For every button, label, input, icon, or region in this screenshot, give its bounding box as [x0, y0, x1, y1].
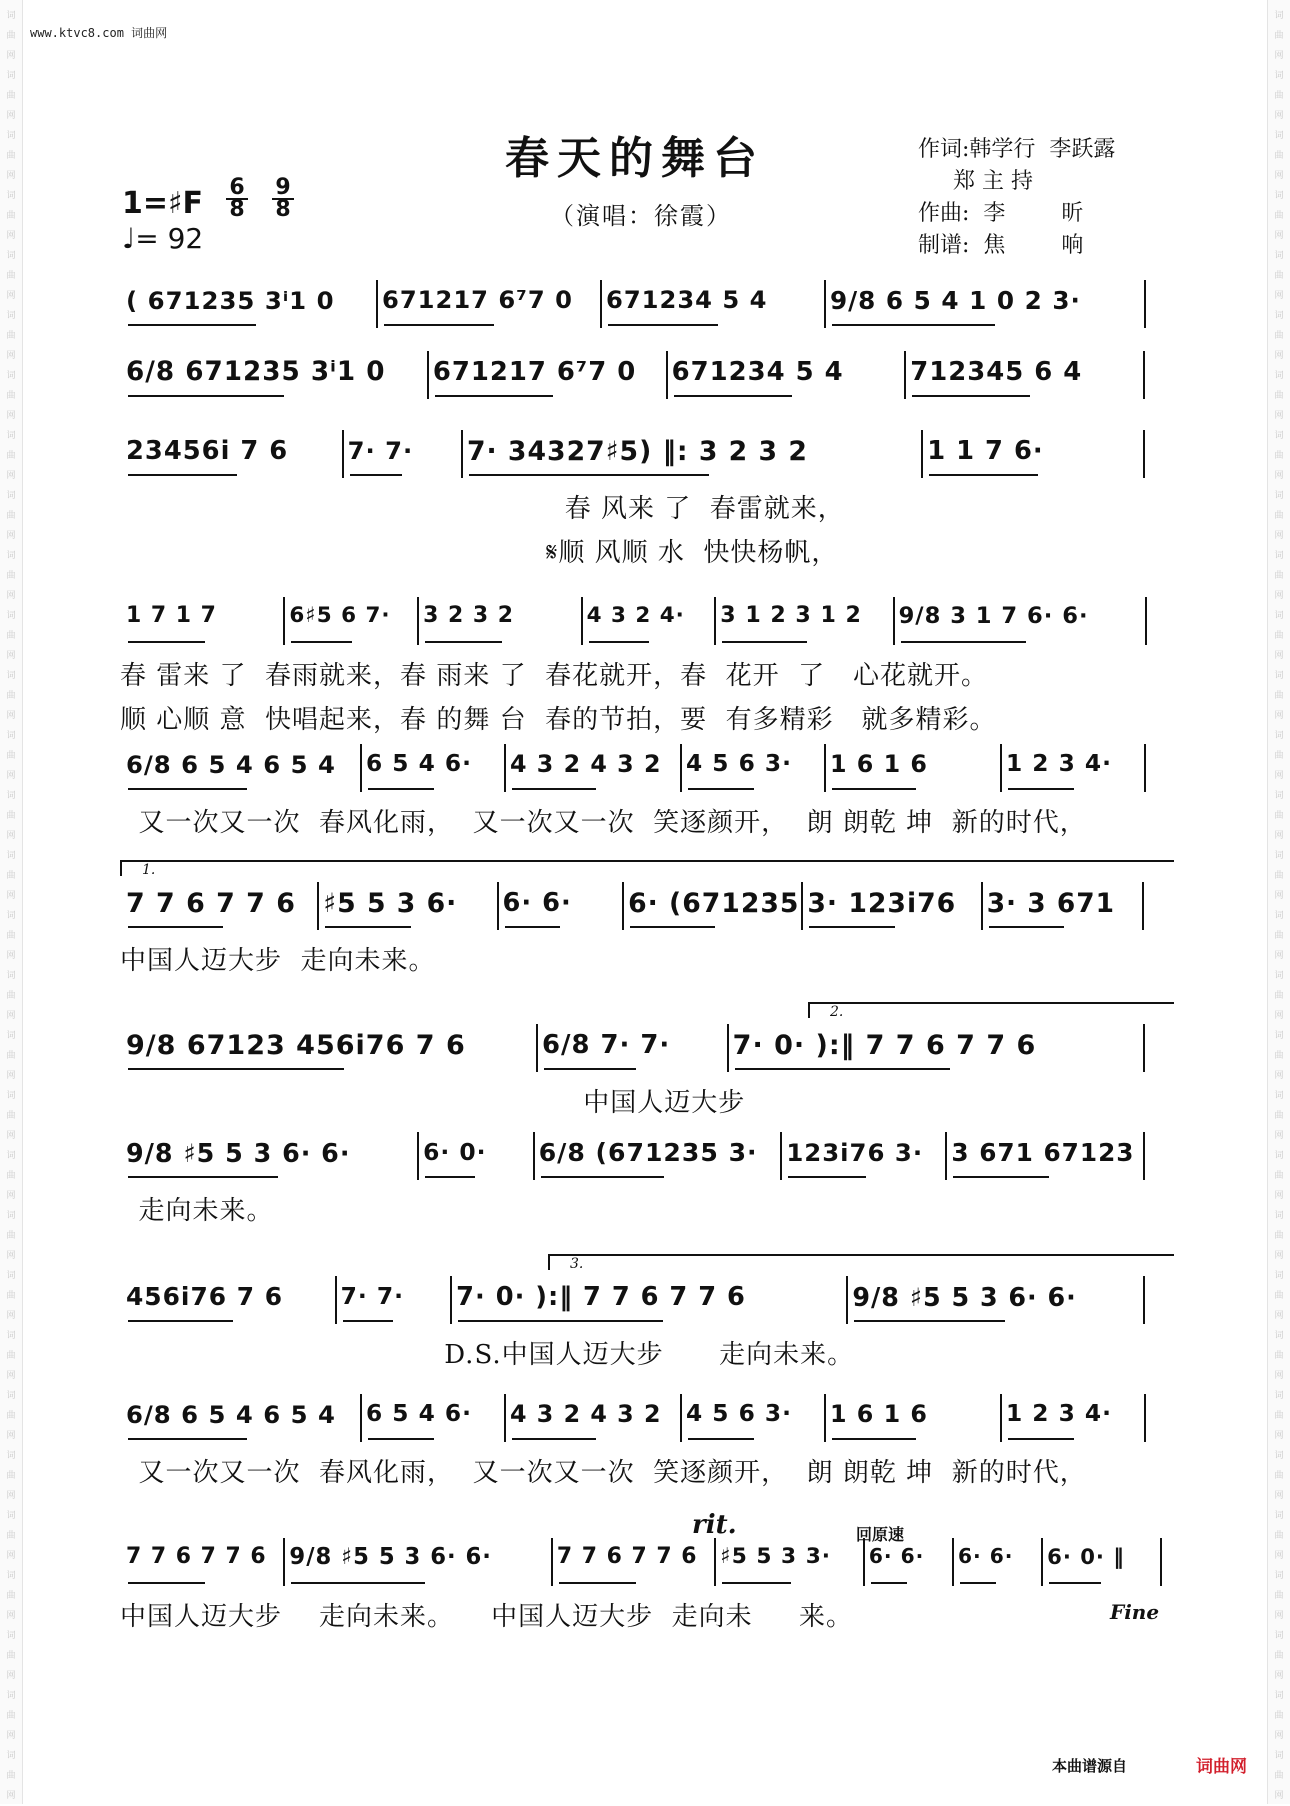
beam-underline [960, 1582, 996, 1584]
notation-line [120, 750, 1172, 794]
beam-underline [128, 1438, 247, 1440]
bar-line [1000, 1394, 1002, 1442]
footer-source-text: 本曲谱源自 [1052, 1757, 1128, 1775]
lyric-line: 𝄋顺 风顺 水 快快杨帆， [120, 538, 839, 568]
notation-line [120, 1138, 1172, 1182]
beam-underline [128, 395, 284, 397]
measure: 6/8 671235 3ⁱ1 0 [126, 357, 386, 387]
lyric-line: D.S.中国人迈大步 走向未来。 [120, 1340, 855, 1370]
bar-line [824, 744, 826, 792]
beam-underline [953, 1176, 1049, 1178]
bar-line [981, 882, 983, 930]
measure: 4 3 2 4 3 2 [510, 1400, 662, 1428]
measure: 9/8 3 1 7 6· 6· [898, 603, 1089, 629]
measure: ♯5 5 3 3· [720, 1544, 832, 1569]
bar-line [1000, 744, 1002, 792]
left-watermark-text: 词 曲 网 词 曲 网 词 曲 网 词 曲 网 词 曲 网 词 曲 网 词 曲 网 词 曲 网 词 曲 网 词 曲 网 词 曲 网 词 曲 网 词 曲 网 词 曲 网 词 曲 网 词 曲 网 词 曲 网 词 曲 网 词 曲 网 词 曲 网 词 曲 网 词 曲 网 词 曲 网 词 曲 网 词 曲 网 词 曲 网 词 曲 网 词 曲 网 词 曲 网 词 曲 网 [6, 11, 16, 1801]
measure: 23456i 7 6 [126, 436, 289, 466]
measure: 671217 6⁷7 0 [432, 357, 637, 387]
measure: 9/8 ♯5 5 3 6· 6· [852, 1282, 1077, 1312]
bar-line [551, 1538, 553, 1586]
bar-line [1144, 744, 1146, 792]
beam-underline [128, 1320, 233, 1322]
beam-underline [809, 926, 894, 928]
measure: 7· 7· [347, 436, 414, 465]
bar-line [581, 597, 583, 645]
volta-bracket [120, 860, 1174, 876]
measure: ( 671235 3ⁱ1 0 [126, 286, 335, 315]
bar-line [904, 351, 906, 399]
measure: 7 7 6 7 7 6 [556, 1544, 698, 1569]
notation-line [120, 1282, 1172, 1326]
bar-line [952, 1538, 954, 1586]
measure: 7 7 6 7 7 6 [126, 888, 296, 919]
lyric-line: 顺 心顺 意 快唱起来，春 的舞 台 春的节拍，要 有多精彩 就多精彩。 [120, 705, 997, 735]
bar-line [1143, 351, 1145, 399]
measure: 4 3 2 4· [586, 603, 685, 628]
bar-line [417, 597, 419, 645]
notation-line [120, 436, 1172, 480]
bar-line [1142, 882, 1144, 930]
beam-underline [854, 1320, 1004, 1322]
measure: 7· 34327♯5) ‖: 3 2 3 2 [466, 436, 808, 467]
measure: 4 5 6 3· [686, 750, 792, 777]
beam-underline [735, 1068, 951, 1070]
measure: 1 6 1 6 [830, 1400, 928, 1428]
measure: 1 2 3 4· [1006, 750, 1112, 777]
lyric-line: 中国人迈大步 走向未来。 [120, 946, 436, 976]
measure: 6/8 6 5 4 6 5 4 [126, 750, 336, 779]
beam-underline [128, 788, 247, 790]
beam-underline [128, 926, 223, 928]
measure: 7· 0· ):‖ 7 7 6 7 7 6 [456, 1282, 746, 1312]
bar-line [622, 882, 624, 930]
beam-underline [1008, 788, 1074, 790]
beam-underline [832, 788, 916, 790]
a-tempo-mark: 回原速 [856, 1525, 905, 1544]
beam-underline [871, 1582, 907, 1584]
beam-underline [384, 324, 494, 326]
bar-line [801, 882, 803, 930]
measure: 6· 0· ‖ [1047, 1544, 1125, 1569]
beam-underline [832, 1438, 916, 1440]
bar-line [461, 430, 463, 478]
volta-number: 2. [830, 1004, 844, 1020]
bar-line [342, 430, 344, 478]
beam-underline [929, 474, 1038, 476]
measure: 6/8 7· 7· [542, 1030, 671, 1060]
bar-line [417, 1132, 419, 1180]
measure: 6/8 6 5 4 6 5 4 [126, 1400, 336, 1429]
bar-line [714, 597, 716, 645]
bar-line [360, 744, 362, 792]
bar-line [1143, 1276, 1145, 1324]
measure: 456i76 7 6 [126, 1282, 284, 1311]
bar-line [1145, 597, 1147, 645]
beam-underline [128, 1582, 205, 1584]
measure: 6/8 (671235 3· [538, 1138, 758, 1167]
bar-line [283, 597, 285, 645]
beam-underline [674, 395, 792, 397]
time-signature-6-8: 6 8 [226, 178, 248, 220]
bar-line [533, 1132, 535, 1180]
bar-line [427, 351, 429, 399]
bar-line [824, 280, 826, 328]
measure: 123i76 3· [786, 1138, 924, 1167]
beam-underline [989, 926, 1065, 928]
beam-underline [128, 1176, 278, 1178]
measure: 6· 6· [868, 1544, 925, 1568]
measure: 6 5 4 6· [366, 750, 472, 777]
measure: 4 3 2 4 3 2 [510, 750, 662, 778]
beam-underline [512, 1438, 596, 1440]
measure: 671234 5 4 [671, 357, 844, 387]
bar-line [600, 280, 602, 328]
lyricist-credit-2: 郑 主 持 [918, 169, 1033, 194]
measure: 3 1 2 3 1 2 [720, 603, 862, 628]
measure: 6♯5 6 7· [289, 603, 391, 628]
bar-line [504, 744, 506, 792]
beam-underline [541, 1176, 664, 1178]
measure: 3· 123i76 [807, 888, 957, 919]
beam-underline [425, 641, 502, 643]
measure: 9/8 ♯5 5 3 6· 6· [126, 1138, 351, 1168]
measure: 6· 6· [502, 888, 572, 918]
beam-underline [608, 324, 718, 326]
beam-underline [128, 1068, 344, 1070]
bar-line [360, 1394, 362, 1442]
tempo-marking: ♩= 92 [122, 222, 204, 255]
beam-underline [832, 324, 995, 326]
measure: 6· 6· [958, 1544, 1014, 1568]
measure: 9/8 67123 456i76 7 6 [126, 1030, 466, 1061]
bar-line [921, 430, 923, 478]
measure: 1 2 3 4· [1006, 1400, 1112, 1427]
volta-bracket [548, 1254, 1174, 1270]
bar-line [1144, 1394, 1146, 1442]
notation-line [120, 1400, 1172, 1444]
lyric-line: 中国人迈大步 [120, 1088, 746, 1118]
lyricist-credit: 作词:韩学行 李跃露 [918, 137, 1116, 162]
beam-underline [688, 788, 754, 790]
measure: 712345 6 4 [910, 357, 1083, 387]
notation-line [120, 286, 1172, 330]
bar-line [497, 882, 499, 930]
bar-line [666, 351, 668, 399]
bar-line [824, 1394, 826, 1442]
beam-underline [343, 1320, 393, 1322]
volta-bracket [808, 1002, 1174, 1018]
beam-underline [722, 641, 807, 643]
beam-underline [128, 474, 237, 476]
bar-line [780, 1132, 782, 1180]
measure: 7· 7· [340, 1282, 405, 1310]
volta-number: 3. [570, 1256, 584, 1272]
bar-line [945, 1132, 947, 1180]
beam-underline [912, 395, 1030, 397]
site-url: www.ktvc8.com 词曲网 [30, 26, 168, 40]
measure: 3· 3 671 [986, 888, 1115, 919]
beam-underline [325, 926, 410, 928]
beam-underline [544, 1068, 636, 1070]
measure: 4 5 6 3· [686, 1400, 792, 1427]
measure: 9/8 6 5 4 1 0 2 3· [830, 286, 1081, 315]
bar-line [680, 1394, 682, 1442]
beam-underline [458, 1320, 663, 1322]
singer-credit: （演唱：徐霞） [550, 202, 732, 230]
bar-line [714, 1538, 716, 1586]
lyric-line: 中国人迈大步 走向未来。 中国人迈大步 走向未 来。 [120, 1602, 853, 1632]
lyric-line: 又一次又一次 春风化雨， 又一次又一次 笑逐颜开， 朗 朗乾 坤 新的时代， [120, 1458, 1087, 1488]
ritardando-mark: rit. [692, 1510, 737, 1540]
bar-line [504, 1394, 506, 1442]
bar-line [846, 1276, 848, 1324]
measure: 9/8 ♯5 5 3 6· 6· [289, 1544, 492, 1570]
notation-line [120, 603, 1172, 647]
bar-line [376, 280, 378, 328]
credits-block [918, 134, 1115, 262]
beam-underline [1049, 1582, 1101, 1584]
notation-line [120, 1030, 1172, 1074]
measure: 3 2 3 2 [423, 603, 514, 628]
beam-underline [368, 1438, 434, 1440]
bar-line [863, 1538, 865, 1586]
notation-line [120, 357, 1172, 401]
beam-underline [368, 788, 434, 790]
composer-credit: 作曲: 李 昕 [918, 201, 1084, 226]
bar-line [1160, 1538, 1162, 1586]
beam-underline [291, 1582, 425, 1584]
beam-underline [128, 641, 205, 643]
measure: 3 671 67123 [951, 1138, 1135, 1167]
beam-underline [589, 641, 649, 643]
beam-underline [425, 1176, 475, 1178]
beam-underline [1008, 1438, 1074, 1440]
beam-underline [688, 1438, 754, 1440]
beam-underline [722, 1582, 791, 1584]
transcriber-credit: 制谱: 焦 响 [918, 233, 1084, 258]
bar-line [727, 1024, 729, 1072]
measure: 1 1 7 6· [927, 436, 1044, 466]
bar-line [283, 1538, 285, 1586]
measure: 6· 0· [423, 1138, 487, 1166]
beam-underline [630, 926, 715, 928]
beam-underline [128, 324, 256, 326]
bar-line [335, 1276, 337, 1324]
beam-underline [350, 474, 402, 476]
time-signature-9-8: 9 8 [272, 178, 294, 220]
measure: 1 7 1 7 [126, 603, 217, 628]
beam-underline [435, 395, 553, 397]
key-signature: 1=♯F [122, 186, 204, 221]
bar-line [1143, 430, 1145, 478]
beam-underline [559, 1582, 636, 1584]
lyric-line: 春 雷来 了 春雨就来，春 雨来 了 春花就开，春 花开 了 心花就开。 [120, 661, 988, 691]
bar-line [536, 1024, 538, 1072]
bar-line [1041, 1538, 1043, 1586]
notation-line [120, 1544, 1172, 1588]
right-watermark-text: 词 曲 网 词 曲 网 词 曲 网 词 曲 网 词 曲 网 词 曲 网 词 曲 网 词 曲 网 词 曲 网 词 曲 网 词 曲 网 词 曲 网 词 曲 网 词 曲 网 词 曲 网 词 曲 网 词 曲 网 词 曲 网 词 曲 网 词 曲 网 词 曲 网 词 曲 网 词 曲 网 词 曲 网 词 曲 网 词 曲 网 词 曲 网 词 曲 网 词 曲 网 词 曲 网 [1274, 11, 1284, 1801]
beam-underline [512, 788, 596, 790]
measure: 6 5 4 6· [366, 1400, 472, 1427]
beam-underline [505, 926, 561, 928]
measure: 671217 6⁷7 0 [382, 286, 573, 314]
song-title: 春天的舞台 [505, 133, 765, 184]
footer-site-logo: 词曲网 [1196, 1757, 1247, 1777]
lyric-line: 春 风来 了 春雷就来， [120, 494, 845, 524]
measure: 6· (671235 [628, 888, 800, 919]
measure: 7 7 6 7 7 6 [126, 1544, 267, 1569]
bar-line [317, 882, 319, 930]
notation-line [120, 888, 1172, 932]
measure: 7· 0· ):‖ 7 7 6 7 7 6 [732, 1030, 1037, 1061]
bar-line [893, 597, 895, 645]
beam-underline [291, 641, 351, 643]
beam-underline [788, 1176, 866, 1178]
lyric-line: 又一次又一次 春风化雨， 又一次又一次 笑逐颜开， 朗 朗乾 坤 新的时代， [120, 808, 1087, 838]
lyric-line: 走向未来。 [120, 1196, 274, 1226]
bar-line [680, 744, 682, 792]
volta-number: 1. [142, 862, 156, 878]
bar-line [1143, 1132, 1145, 1180]
bar-line [450, 1276, 452, 1324]
measure: 671234 5 4 [606, 286, 768, 314]
beam-underline [469, 474, 709, 476]
bar-line [1143, 1024, 1145, 1072]
fine-mark: Fine [1110, 1600, 1160, 1624]
measure: ♯5 5 3 6· [323, 888, 458, 919]
bar-line [1144, 280, 1146, 328]
beam-underline [901, 641, 1027, 643]
measure: 1 6 1 6 [830, 750, 928, 778]
